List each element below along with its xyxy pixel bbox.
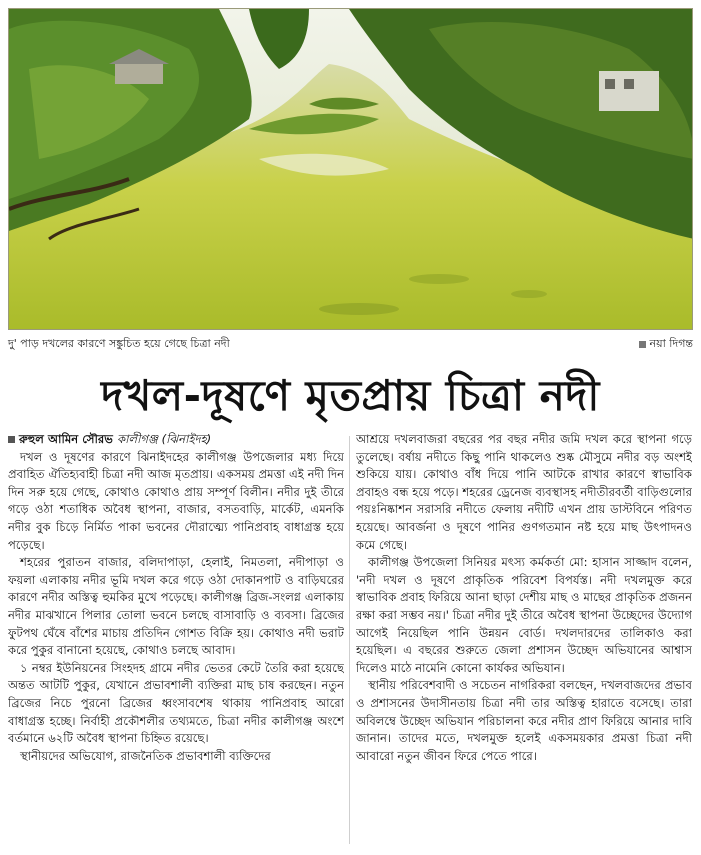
paragraph: শহরের পুরাতন বাজার, বলিদাপাড়া, হেলাই, নিমতলা, নদীপাড়া ও ফয়লা এলাকায় নদীর ভূমি দখল করে গড়ে ওঠা দোকানপাট ও বাড়িঘরের কারণে নদীর অস্তিত্ব হুমকির মুখে পড়েছে। কালীগঞ্জ ব্রিজ-সংলগ্ন এলাকায় নদীর মাঝখানে পিলার তোলা ভবনে চলছে বাসাবাড়ি ও ব্যবসা। ব্রিজের ফুটপথ ঘেঁষে বাঁশের মাচায় প্রতিদিন গোশত বিক্রি হয়। কোথাও নদী ভরাট করে পুকুর বানানো হয়েছে, কোথাও চলছে আবাদ।	[8, 555, 344, 658]
article-column-right	[356, 431, 692, 849]
headline: দখল-দূষণে মৃতপ্রায় চিত্রা নদী	[101, 371, 600, 420]
paragraph: কালীগঞ্জ উপজেলা সিনিয়র মৎস্য কর্মকর্তা মো: হাসান সাজ্জাদ বলেন, 'নদী দখল ও দূষণে প্রাকৃতিক পরিবেশ বিপর্যস্ত। নদী দখলমুক্ত করে স্বাভাবিক প্রবাহ ফিরিয়ে আনা ছাড়া দেশীয় মাছ ও মাছের প্রাকৃতিক প্রজনন রক্ষা করা সম্ভব নয়।' চিত্রা নদীর দুই তীরে অবৈধ স্থাপনা উচ্ছেদের উদ্যোগ আগেই নিয়েছিল পানি উন্নয়ন বোর্ড। দখলদারদের তালিকাও করা হয়েছিল। এ বছরের শুরুতে জেলা প্রশাসন উচ্ছেদ অভিযানের আশ্বাস দিলেও মাঠে নামেনি কোনো কার্যকর অভিযান।	[356, 555, 692, 675]
paragraph: স্থানীয় পরিবেশবাদী ও সচেতন নাগরিকরা বলছেন, দখলবাজদের প্রভাব ও প্রশাসনের উদাসীনতায় চিত্রা নদী তার অস্তিত্ব হারাতে বসেছে। তারা অবিলম্বে উচ্ছেদ অভিযান পরিচালনা করে নদীর প্রাণ ফিরিয়ে আনার দাবি জানান। তাদের মতে, দখলমুক্ত হলেই একসময়কার প্রমত্তা চিত্রা নদী আবারো নতুন জীবন ফিরে পেতে পারে।	[356, 678, 692, 763]
byline	[8, 431, 344, 449]
article-column-left	[8, 431, 344, 849]
paragraph: আশ্রয়ে দখলবাজরা বছরের পর বছর নদীর জমি দখল করে স্থাপনা গড়ে তুলেছে। বর্ষায় নদীতে কিছু পানি থাকলেও শুষ্ক মৌসুমে নদীর বড় অংশই শুকিয়ে যায়। কোথাও বাঁধ দিয়ে পানি আটকে রাখার কারণে স্বাভাবিক প্রবাহও বন্ধ হয়ে পড়ে। শহরের ড্রেনেজ ব্যবস্থাসহ নদীতীরবর্তী বাড়িগুলোর পয়ঃনিষ্কাশন সরাসরি নদীতে ফেলায় নদীটি এখন প্রায় ডাস্টবিনে পরিণত হয়েছে। আবর্জনা ও দূষণে পানির গুণগতমান নষ্ট হয়ে মাছ উৎপাদনও কমে গেছে।	[356, 432, 692, 552]
square-bullet-icon	[8, 436, 15, 443]
paragraph: দখল ও দূষণের কারণে ঝিনাইদহের কালীগঞ্জ উপজেলার মধ্য দিয়ে প্রবাহিত ঐতিহ্যবাহী চিত্রা নদী আজ মৃতপ্রায়। একসময় প্রমত্তা এই নদী দিন দিন সরু হয়ে গেছে, কোথাও কোথাও প্রায় সম্পূর্ণ বিলীন। নদীর দুই তীরে গড়ে ওঠা শতাধিক অবৈধ স্থাপনা, বাজার, বসতবাড়ি, মার্কেট, এমনকি নদীর বুক চিড়ে নির্মিত পাকা ভবনের দৌরাত্ম্যে পানিপ্রবাহ বাধাগ্রস্ত হয়ে পড়েছে।	[8, 449, 344, 552]
square-bullet-icon	[639, 341, 646, 348]
paragraph: ১ নম্বর ইউনিয়নের সিংহদহ গ্রামে নদীর ভেতর কেটে তৈরি করা হয়েছে অন্তত আটটি পুকুর, যেখানে প্রভাবশালী ব্যক্তিরা মাছ চাষ করছেন। নতুন ব্রিজের নিচে পুরনো ব্রিজের ধ্বংসাবশেষ থাকায় পানিপ্রবাহ আরো বাধাগ্রস্ত হচ্ছে। নির্বাহী প্রকৌশলীর তথ্যমতে, চিত্রা নদীর কালীগঞ্জ অংশে বর্তমানে ৬২টি অবৈধ স্থাপনা চিহ্নিত রয়েছে।	[8, 660, 344, 746]
column-divider	[349, 436, 350, 844]
photo-caption-row	[8, 335, 693, 353]
river-photo-illustration	[9, 9, 693, 330]
paragraph: স্থানীয়দের অভিযোগ, রাজনৈতিক প্রভাবশালী ব্যক্তিদের	[20, 748, 271, 763]
photo-credit-text: নয়া দিগন্ত	[649, 337, 693, 350]
byline-author: রুহুল আমিন সৌরভ	[19, 432, 113, 446]
photo-caption: দু' পাড় দখলের কারণে সঙ্কুচিত হয়ে গেছে চিত্রা নদী	[8, 337, 230, 350]
byline-place: কালীগঞ্জ (ঝিনাইদহ)	[116, 432, 212, 446]
photo-credit	[639, 335, 693, 353]
river-photo	[8, 8, 693, 330]
